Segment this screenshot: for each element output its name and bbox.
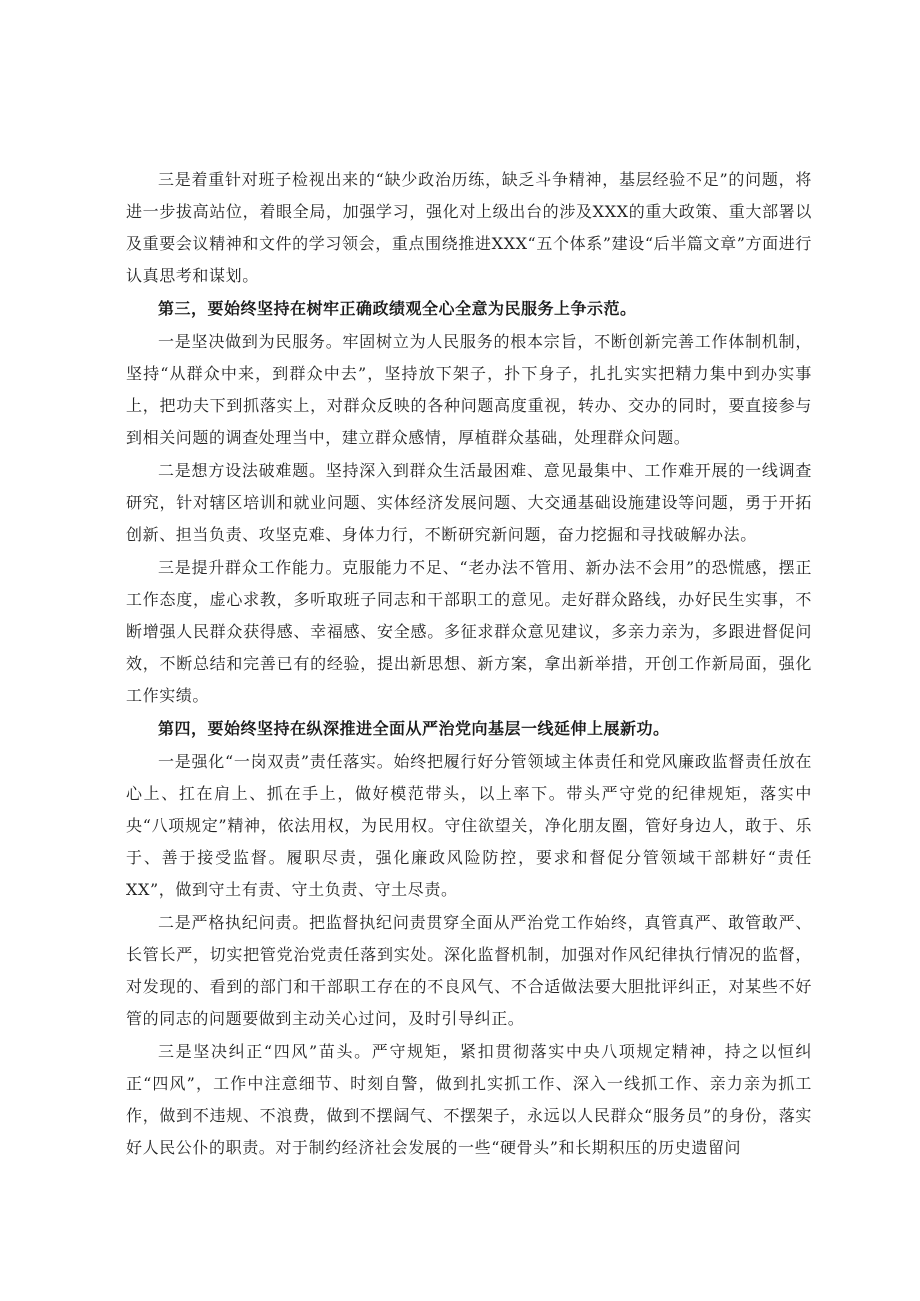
section-heading-fourth: 第四，要始终坚持在纵深推进全面从严治党向基层一线延伸上展新功。 [158, 719, 670, 738]
paragraph-dual-responsibility: 一是强化“一岗双责”责任落实。始终把履行好分管领域主体责任和党风廉政监督责任放在心上、扛在肩上、抓在手上，做好模范带头，以上率下。带头严守党的纪律规矩，落实中央“八项规定”精神，依法用权，为民用权。守住欲望关，净化朋友圈，管好身边人，敢于、乐于、善于接受监督。履职尽责，强化廉政风险防控，要求和督促分管领域干部耕好“责任XX”，做到守土有责、守土负责、守土尽责。 [126, 752, 812, 899]
document-body [126, 164, 812, 1165]
paragraph-solve-problems: 二是想方设法破难题。坚持深入到群众生活最困难、意见最集中、工作难开展的一线调查研究，针对辖区培训和就业问题、实体经济发展问题、大交通基础设施建设等问题，勇于开拓创新、担当负责、攻坚克难、身体力行，不断研究新问题，奋力挖掘和寻找破解办法。 [126, 461, 812, 544]
paragraph-improve-capability: 三是提升群众工作能力。克服能力不足、“老办法不管用、新办法不会用”的恐慌感，摆正工作态度，虚心求教，多听取班子同志和干部职工的意见。走好群众路线，办好民生实事，不断增强人民群众获得感、幸福感、安全感。多征求群众意见建议，多亲力亲为，多跟进督促问效，不断总结和完善已有的经验，提出新思想、新方案，拿出新举措，开创工作新局面，强化工作实绩。 [126, 558, 812, 705]
section-heading-third: 第三，要始终坚持在树牢正确政绩观全心全意为民服务上争示范。 [158, 299, 637, 318]
paragraph-third-point-study: 三是着重针对班子检视出来的“缺少政治历练，缺乏斗争精神，基层经验不足”的问题，将进一步拔高站位，着眼全局，加强学习，强化对上级出台的涉及XXX的重大政策、重大部署以及重要会议精神和文件的学习领会，重点围绕推进XXX“五个体系”建设“后半篇文章”方面进行认真思考和谋划。 [126, 170, 812, 285]
paragraph-serve-people: 一是坚决做到为民服务。牢固树立为人民服务的根本宗旨，不断创新完善工作体制机制，坚持“从群众中来，到群众中去”，坚持放下架子，扑下身子，扎扎实实把精力集中到办实事上，把功夫下到抓落实上，对群众反映的各种问题高度重视，转办、交办的同时，要直接参与到相关问题的调查处理当中，建立群众感情，厚植群众基础，处理群众问题。 [126, 332, 812, 447]
paragraph-strict-discipline: 二是严格执纪问责。把监督执纪问责贯穿全面从严治党工作始终，真管真严、敢管敢严、长管长严，切实把管党治党责任落到实处。深化监督机制，加强对作风纪律执行情况的监督，对发现的、看到的部门和干部职工存在的不良风气、不合适做法要大胆批评纠正，对某些不好管的同志的问题要做到主动关心过问，及时引导纠正。 [126, 913, 812, 1028]
paragraph-four-styles: 三是坚决纠正“四风”苗头。严守规矩，紧扣贯彻落实中央八项规定精神，持之以恒纠正“四风”，工作中注意细节、时刻自警，做到扎实抓工作、深入一线抓工作、亲力亲为抓工作，做到不违规、不浪费，做到不摆阔气、不摆架子，永远以人民群众“服务员”的身份，落实好人民公仆的职责。对于制约经济社会发展的一些“硬骨头”和长期积压的历史遗留问 [126, 1042, 812, 1157]
